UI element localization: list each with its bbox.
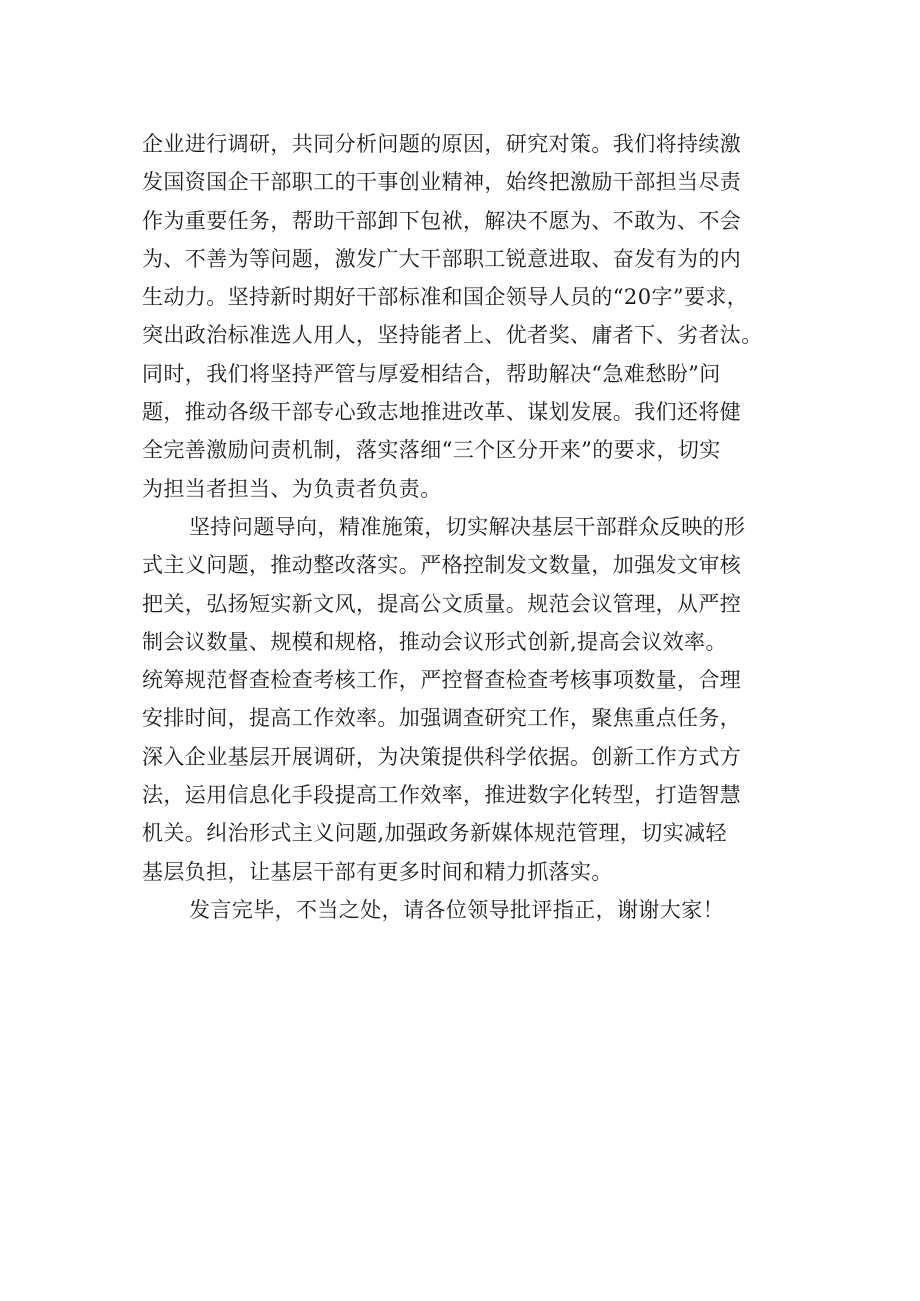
paragraph-line: 坚持问题导向，精准施策，切实解决基层干部群众反映的形 — [189, 514, 746, 539]
paragraph-line: 生动力。坚持新时期好干部标准和国企领导人员的“20字”要求， — [142, 285, 749, 310]
paragraph-line: 深入企业基层开展调研，为决策提供科学依据。创新工作方式方 — [142, 744, 742, 769]
paragraph-line: 全完善激励问责机制，落实落细“三个区分开来”的要求，切实 — [142, 438, 721, 463]
paragraph-line: 为、不善为等问题，激发广大干部职工锐意进取、奋发有为的内 — [142, 246, 742, 271]
paragraph-line: 统筹规范督查检查考核工作，严控督查检查考核事项数量，合理 — [142, 668, 742, 693]
paragraph-line: 作为重要任务，帮助干部卸下包袱，解决不愿为、不敢为、不会 — [142, 208, 742, 233]
paragraph-line: 同时，我们将坚持严管与厚爱相结合，帮助解决“急难愁盼”问 — [142, 361, 721, 386]
paragraph-line: 突出政治标准选人用人，坚持能者上、优者奖、庸者下、劣者汰。 — [142, 323, 763, 348]
paragraph-line: 机关。纠治形式主义问题,加强政务新媒体规范管理，切实减轻 — [142, 821, 727, 846]
paragraph-line: 企业进行调研，共同分析问题的原因，研究对策。我们将持续激 — [142, 132, 742, 156]
paragraph-line: 安排时间，提高工作效率。加强调查研究工作，聚焦重点任务， — [142, 706, 742, 731]
paragraph-line: 式主义问题，推动整改落实。严格控制发文数量，加强发文审核 — [142, 553, 742, 578]
paragraph-line: 发国资国企干部职工的干事创业精神，始终把激励干部担当尽责 — [142, 170, 742, 195]
paragraph-line: 基层负担，让基层干部有更多时间和精力抓落实。 — [142, 859, 613, 884]
paragraph-line: 制会议数量、规模和规格，推动会议形式创新,提高会议效率。 — [142, 629, 727, 654]
paragraph-line: 为担当者担当、为负责者负责。 — [142, 476, 442, 501]
document-body — [142, 125, 792, 929]
paragraph-line: 发言完毕，不当之处，请各位领导批评指正，谢谢大家！ — [189, 897, 724, 922]
paragraph-line: 题，推动各级干部专心致志地推进改革、谋划发展。我们还将健 — [142, 400, 742, 425]
paragraph-line: 法，运用信息化手段提高工作效率，推进数字化转型，打造智慧 — [142, 783, 742, 808]
paragraph-line: 把关，弘扬短实新文风，提高公文质量。规范会议管理，从严控 — [142, 591, 742, 616]
